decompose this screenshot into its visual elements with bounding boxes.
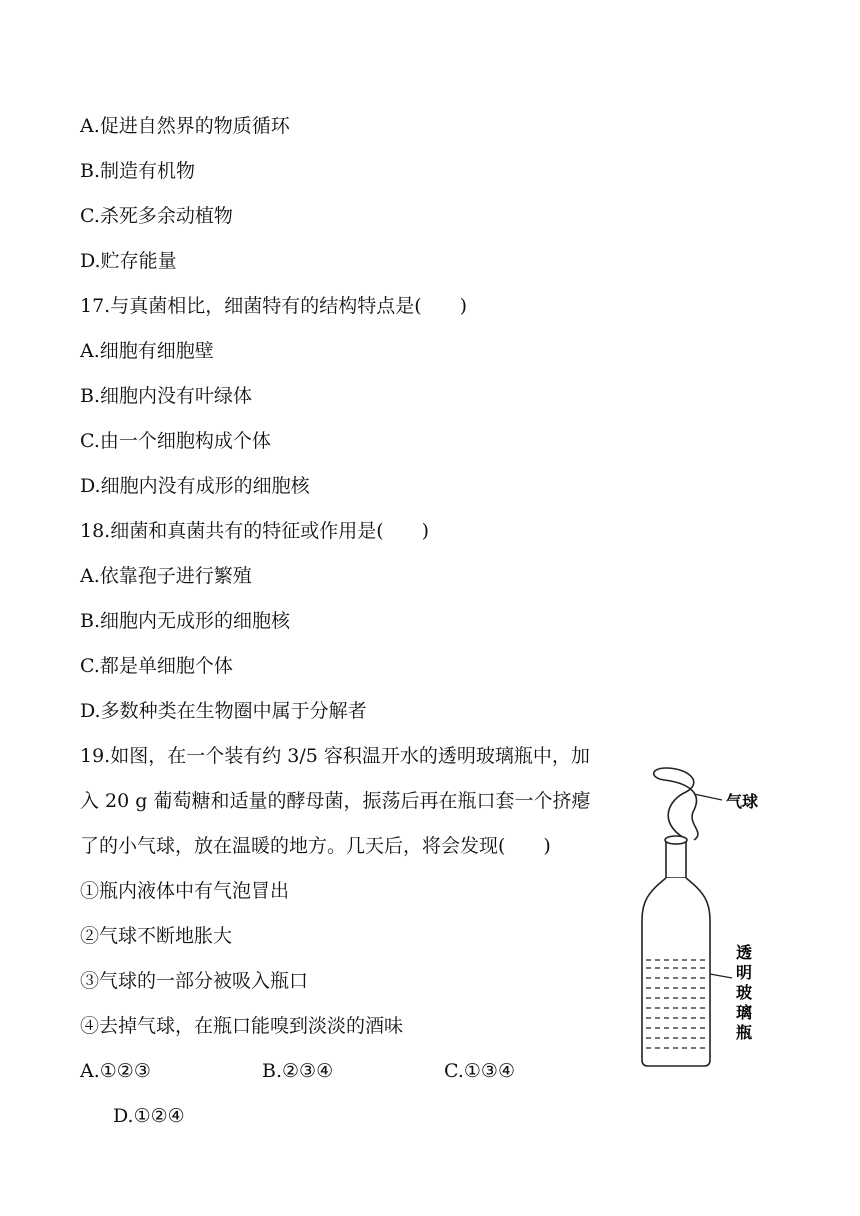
q19-option-d: D.①②④ <box>113 1105 185 1127</box>
q16-option-d: D.贮存能量 <box>80 250 177 272</box>
bottle-label-char-1: 透 <box>736 943 753 962</box>
q16-option-b: B.制造有机物 <box>80 160 196 182</box>
q19-stem-line-3: 了的小气球，放在温暖的地方。几天后，将会发现( ) <box>80 835 551 857</box>
q18-option-c: C.都是单细胞个体 <box>80 655 233 677</box>
q19-statement-4: ④去掉气球，在瓶口能嗅到淡淡的酒味 <box>80 1015 404 1037</box>
balloon-label: 气球 <box>726 792 759 811</box>
q17-option-c: C.由一个细胞构成个体 <box>80 430 271 452</box>
balloon-icon <box>654 768 698 840</box>
bottle-label-char-2: 明 <box>736 963 753 982</box>
q16-option-a: A.促进自然界的物质循环 <box>80 115 290 137</box>
bottle-label-char-5: 瓶 <box>736 1023 753 1042</box>
bottle-neck <box>666 840 686 878</box>
q17-option-b: B.细胞内没有叶绿体 <box>80 385 253 407</box>
bottle-leader-line <box>710 974 732 978</box>
q19-option-c: C.①③④ <box>444 1060 515 1082</box>
q19-option-a: A.①②③ <box>80 1060 151 1082</box>
q19-statement-3: ③气球的一部分被吸入瓶口 <box>80 970 309 992</box>
q16-option-c: C.杀死多余动植物 <box>80 205 233 227</box>
bottle-label-char-4: 璃 <box>736 1003 753 1022</box>
q19-statement-1: ①瓶内液体中有气泡冒出 <box>80 880 290 902</box>
q19-stem-line-1: 19.如图，在一个装有约 3/5 容积温开水的透明玻璃瓶中，加 <box>80 745 590 767</box>
balloon-leader-line <box>694 794 722 800</box>
q19-option-b: B.②③④ <box>262 1060 334 1082</box>
bottle-balloon-figure <box>634 752 764 1074</box>
q19-statement-2: ②气球不断地胀大 <box>80 925 233 947</box>
bottle-label-char-3: 玻 <box>736 983 753 1002</box>
q18-option-a: A.依靠孢子进行繁殖 <box>80 565 252 587</box>
q18-option-d: D.多数种类在生物圈中属于分解者 <box>80 700 367 722</box>
q18-stem: 18.细菌和真菌共有的特征或作用是( ) <box>80 520 430 542</box>
q19-stem-line-2: 入 20 g 葡萄糖和适量的酵母菌，振荡后再在瓶口套一个挤瘪 <box>80 790 591 812</box>
q17-option-d: D.细胞内没有成形的细胞核 <box>80 475 310 497</box>
q17-option-a: A.细胞有细胞壁 <box>80 340 214 362</box>
q17-stem: 17.与真菌相比，细菌特有的结构特点是( ) <box>80 295 468 317</box>
bottle-balloon-diagram <box>634 752 764 1074</box>
q18-option-b: B.细胞内无成形的细胞核 <box>80 610 291 632</box>
